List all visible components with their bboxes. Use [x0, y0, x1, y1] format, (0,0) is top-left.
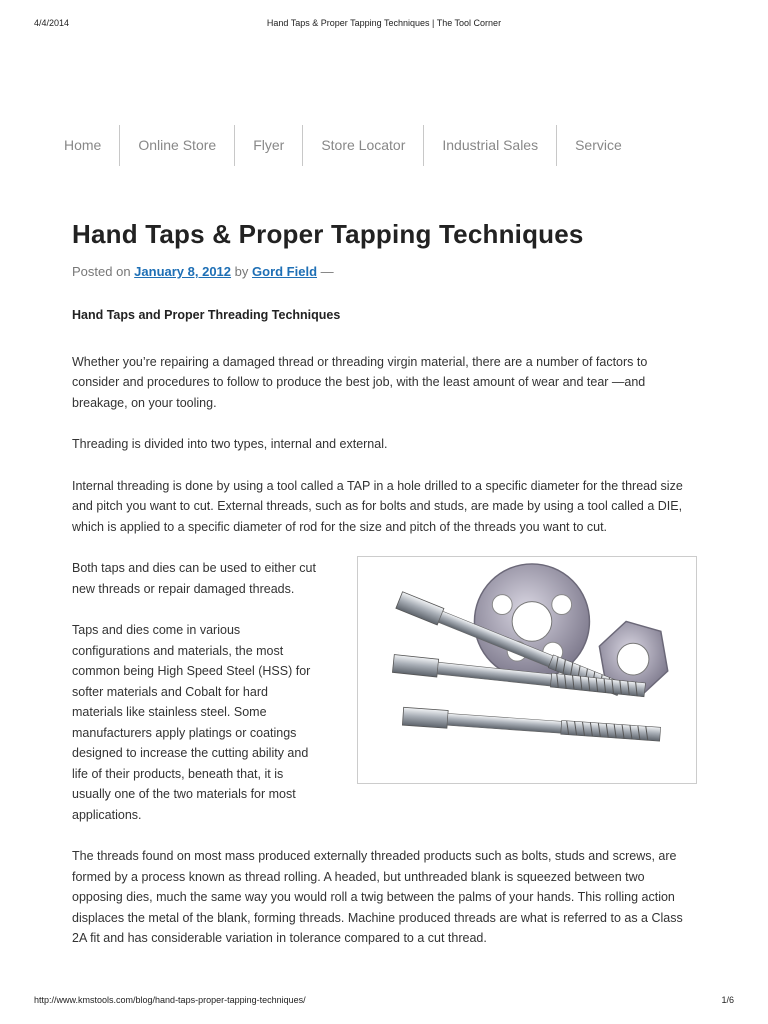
post-date-link[interactable]: January 8, 2012 [134, 264, 232, 279]
paragraph-6: The threads found on most mass produced externally threaded products such as bolts, studs and screws, are formed by a process known as thread rolling. A headed, but unthreaded blank is squeezed between two opposing dies, much the same way you would roll a twig between the palms of your hands. This rolling action displaces the metal of the blank, forming threads. Machine produced threads are what is referred to as a Class 2A fit and has considerable variation in tolerance compared to a cut thread. [72, 849, 683, 945]
post-title: Hand Taps & Proper Tapping Techniques [72, 219, 584, 249]
nav-service[interactable]: Service [575, 137, 622, 153]
nav-industrial-sales[interactable]: Industrial Sales [424, 125, 557, 166]
post-author-link[interactable]: Gord Field [252, 264, 318, 279]
meta-by: by [234, 264, 249, 279]
taps-and-dies-image [357, 556, 697, 784]
nav-store-locator[interactable]: Store Locator [303, 125, 424, 166]
paragraph-1: Whether you’re repairing a damaged thread or threading virgin material, there are a number of factors to consider and procedures to follow to produce the best job, with the least amount of wear and tear —and breakage, on your tooling. [72, 354, 648, 410]
nav-flyer[interactable]: Flyer [235, 125, 303, 166]
print-page-number: 1/6 [721, 995, 734, 1005]
article-body [72, 305, 697, 970]
paragraph-3: Internal threading is done by using a tool called a TAP in a hole drilled to a specific diameter for the thread size and pitch you want to cut. External threads, such as for bolts and studs, are made by using a tool called a DIE, which is applied to a specific diameter of rod for the size and pitch of the threads you want to cut. [72, 478, 683, 534]
nav-online-store[interactable]: Online Store [120, 125, 235, 166]
paragraph-5: Taps and dies come in various configurations and materials, the most common being High Speed Steel (HSS) for softer materials and Cobalt for hard materials like stainless steel. Some manufacturers apply platings or coatings designed to increase the cutting ability and life of their products, beneath that, it is usually one of the two materials for most applications. [72, 623, 311, 822]
print-date: 4/4/2014 [34, 18, 70, 28]
paragraph-2: Threading is divided into two types, internal and external. [72, 437, 388, 451]
print-url: http://www.kmstools.com/blog/hand-taps-proper-tapping-techniques/ [34, 995, 306, 1005]
article-subhead: Hand Taps and Proper Threading Techniques [72, 308, 341, 322]
main-navigation [46, 125, 640, 166]
paragraph-4: Both taps and dies can be used to either cut new threads or repair damaged threads. [72, 561, 316, 596]
meta-prefix: Posted on [72, 264, 131, 279]
nav-home[interactable]: Home [46, 125, 120, 166]
post-meta [72, 264, 334, 279]
meta-dash: — [320, 264, 334, 279]
print-page-title: Hand Taps & Proper Tapping Techniques | The Tool Corner [266, 18, 502, 28]
